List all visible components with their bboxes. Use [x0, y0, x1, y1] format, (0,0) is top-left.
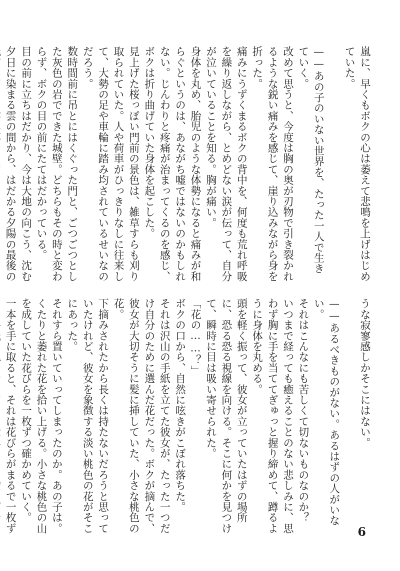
- paragraph: ボクの口から、自然に呟きがこぼれ落ちた。: [174, 298, 187, 512]
- paragraph: うな寂寥感しかそこにはない。: [359, 298, 371, 448]
- paragraph: 頭を軽く振って、彼女が立っていたはずの場所に、恐る恐る視線を向ける。そこに何かを見つけて、瞬時に目は吸い寄せられた。: [204, 298, 248, 534]
- lower-text-block: [4, 298, 372, 536]
- paragraph: ——あるべきものがない。あるはずの人がいない。: [312, 298, 341, 526]
- upper-text-block: [4, 46, 372, 284]
- paragraph: 嵐に、早くもボクの心は萎えて悲鳴を上げはじめていた。: [343, 46, 371, 282]
- paragraph: 下摘みされたから長くは持たないだろうと思っていたけれど、彼女を象徴する淡い桃色の花がそこにあった。: [66, 298, 110, 534]
- page-number: 6: [357, 525, 366, 539]
- paragraph: それは沢山の手紙を立てた彼女が、たった一つだけ自分のために選んだ花だった。ボクが摘んで、彼女が大切そうに髪に挿していた、小さな桃色の花。: [112, 298, 171, 534]
- paragraph: 痛みにうずくまるボクの背中を、何度も荒れ呼吸を繰り返しながら、とめどない涙が伝って、自分が泣いていることを知る。胸が痛い。: [204, 46, 248, 282]
- paragraph: 一本を手に取ると、それは花びらがまるで一枚ず: [4, 298, 17, 534]
- paragraph: 数時間前に吊とにはくぐった門と、ごつごつとした灰色の岩でできた城壁。どちらもその時と変わらず、ボクの目の前にたてはだかっている。: [35, 46, 79, 282]
- blank-line: [326, 46, 341, 284]
- paragraph: いつまで経っても癒えることのない悲しみに、思わず胸に手を当ててぎゅっと握り締めて、蹲るように身体を丸める。: [251, 298, 294, 534]
- paragraph: ——あの子のいない世界を、たった一人で生きていく。: [297, 46, 325, 274]
- paragraph: 改めて思うと、今度は胸の奥が刃物で引き裂かれるような鋭い痛みを感じて、崖り込みながら身を折った。: [251, 46, 294, 282]
- paragraph: 目の前に立ちはだかり、今は大地の向こう、沈む夕日に染まる雲の間から、はだかる夕陽の最後の: [4, 46, 33, 282]
- paragraph: くたりと萎れた花を拾い上げる。小さな桃色の山を成していた花びらを一枚ずつ確かめていく。: [20, 298, 48, 534]
- paragraph: それすら置いていってしまったのか。あの子は。: [50, 298, 63, 534]
- paragraph: 身体を丸め、胎児のような体勢になると痛みが和らぐというのは、あながち嘘ではないのかもしれない。じんわりと疼痛が治まってくるのを感じ、ボクは折り曲げていた身体を起こした。: [143, 46, 202, 282]
- blank-line: [341, 298, 356, 536]
- dialogue-line: 「花の……？」: [189, 298, 202, 376]
- paragraph: 見上げた桜っぽい門前の景色は、雑草すらも刈り取られていた。人や荷車がひっきりなしに往来して、大勢の足や車輪に踏み均されているせいなのだろう。: [81, 46, 140, 282]
- paragraph: それはこんなにも苦しくて切ないものなのか？: [297, 298, 310, 523]
